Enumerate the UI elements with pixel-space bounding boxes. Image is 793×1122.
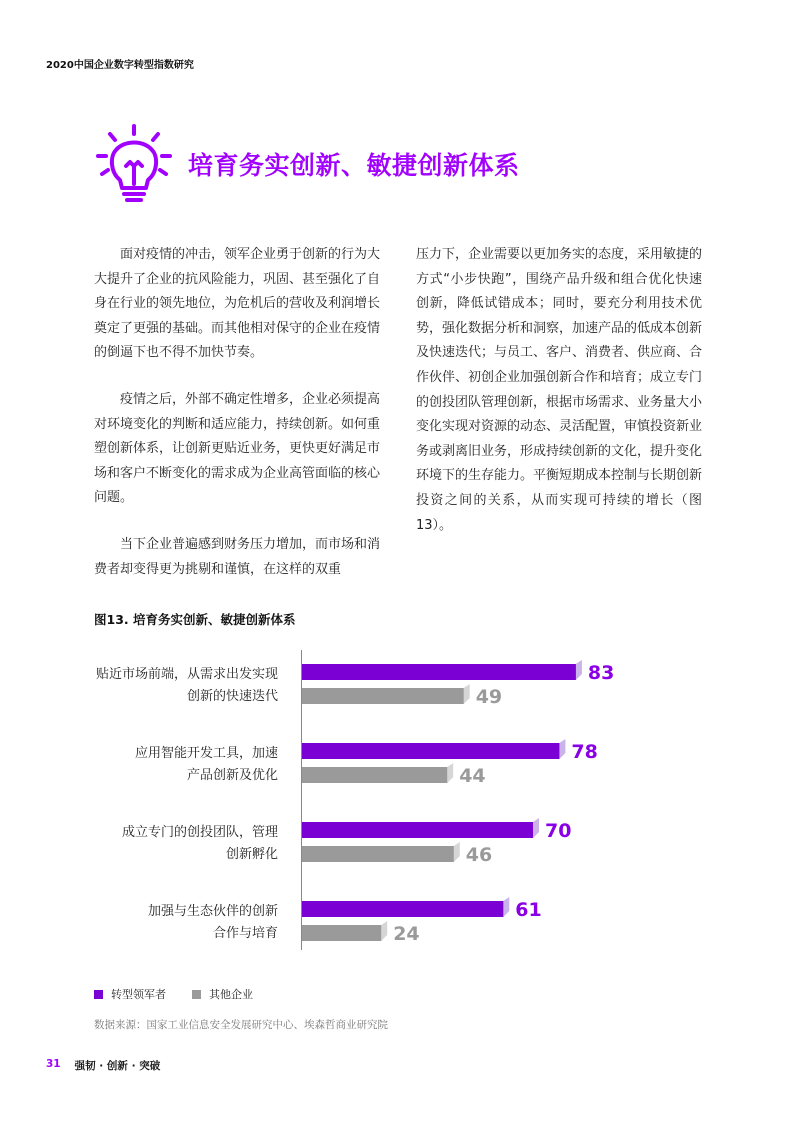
legend-label: 转型领军者 — [111, 988, 166, 1001]
bar — [302, 743, 559, 759]
footer-tagline: 强韧 · 创新 · 突破 — [74, 1060, 161, 1072]
legend-swatch — [94, 990, 103, 999]
body-column-right — [416, 243, 702, 560]
bar-chart — [0, 650, 793, 960]
category-label: 贴近市场前端，从需求出发实现 — [95, 667, 278, 682]
chart-legend — [94, 986, 279, 1002]
paragraph: 压力下，企业需要以更加务实的态度，采用敏捷的方式“小步快跑”，围绕产品升级和组合优化快速创新，降低试错成本；同时，要充分利用技术优势，强化数据分析和洞察，加速产品的低成本创新及快速迭代；与员工、客户、消费者、供应商、合作伙伴、初创企业加强创新合作和培育；成立专门的创投团队管理创新，根据市场需求、业务量大小变化实现对资源的动态、灵活配置，审慎投资新业务或剥离旧业务，形成持续创新的文化，提升变化环境下的生存能力。平衡短期成本控制与长期创新投资之间的关系，从而实现可持续的增长（图13）。 — [416, 247, 703, 533]
legend-swatch — [192, 990, 201, 999]
legend-label: 其他企业 — [209, 988, 253, 1001]
bar — [302, 901, 503, 917]
bar — [302, 822, 533, 838]
category-label: 合作与培育 — [212, 926, 278, 941]
category-label: 创新孵化 — [225, 847, 278, 862]
page-footer — [46, 1058, 160, 1073]
data-label: 24 — [393, 923, 420, 945]
bar — [302, 688, 464, 704]
section-header — [94, 122, 520, 206]
data-label: 83 — [587, 662, 615, 684]
category-label: 加强与生态伙伴的创新 — [147, 904, 278, 919]
data-label: 61 — [515, 899, 542, 921]
legend-item-leaders — [94, 986, 166, 1002]
category-label: 应用智能开发工具，加速 — [134, 746, 278, 761]
bar — [302, 925, 381, 941]
data-label: 78 — [571, 741, 598, 763]
category-label: 创新的快速迭代 — [186, 689, 278, 704]
data-label: 46 — [465, 844, 493, 866]
paragraph: 疫情之后，外部不确定性增多，企业必须提高对环境变化的判断和适应能力，持续创新。如何重塑创新体系，让创新更贴近业务，更快更好满足市场和客户不断变化的需求成为企业高管面临的核心问题。 — [94, 391, 381, 506]
data-label: 44 — [459, 765, 486, 787]
data-label: 49 — [475, 686, 503, 708]
category-label: 产品创新及优化 — [186, 768, 278, 783]
body-column-left — [94, 243, 380, 604]
bar — [302, 664, 576, 680]
paragraph: 面对疫情的冲击，领军企业勇于创新的行为大大提升了企业的抗风险能力，巩固、甚至强化了自身在行业的领先地位，为危机后的营收及利润增长奠定了更强的基础。而其他相对保守的企业在疫情的倒逼下也不得不加快节奏。 — [94, 247, 381, 361]
section-title: 培育务实创新、敏捷创新体系 — [188, 151, 520, 180]
data-source: 数据来源：国家工业信息安全发展研究中心、埃森哲商业研究院 — [94, 1019, 388, 1031]
paragraph: 当下企业普遍感到财务压力增加，而市场和消费者却变得更为挑剔和谨慎，在这样的双重 — [94, 536, 381, 577]
data-label: 70 — [545, 820, 572, 842]
bar — [302, 846, 454, 862]
legend-item-others — [192, 986, 253, 1002]
running-header: 2020中国企业数字转型指数研究 — [46, 60, 194, 71]
figure-title: 图13. 培育务实创新、敏捷创新体系 — [94, 612, 296, 627]
bar — [302, 767, 447, 783]
lightbulb-icon — [94, 122, 174, 206]
page-number: 31 — [46, 1058, 61, 1070]
category-label: 成立专门的创投团队，管理 — [121, 825, 278, 840]
